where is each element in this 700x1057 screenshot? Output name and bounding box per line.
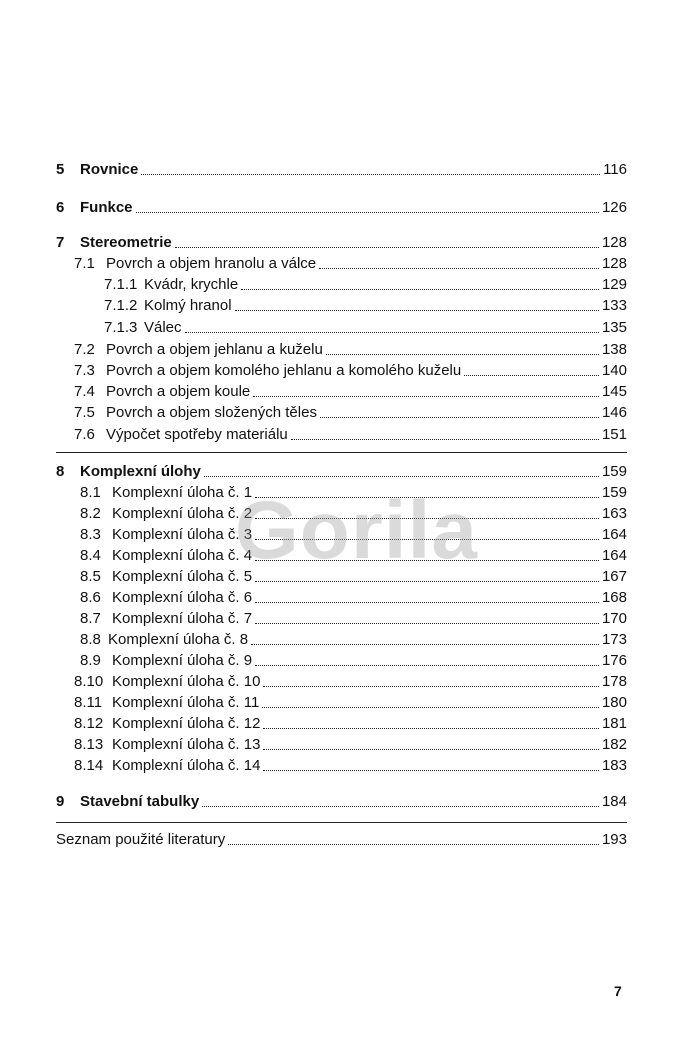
toc-page: 159 <box>601 484 627 501</box>
toc-title: Povrch a objem hranolu a válce <box>106 255 317 272</box>
dot-leader <box>251 643 599 645</box>
toc-section-7-5[interactable] <box>74 403 627 423</box>
page-number: 7 <box>614 983 622 999</box>
dot-leader <box>235 309 599 311</box>
toc-title: Komplexní úloha č. 1 <box>112 484 253 501</box>
toc-subsection-7-1-3[interactable] <box>104 318 627 338</box>
toc-title: Komplexní úloha č. 10 <box>112 673 261 690</box>
toc-title: Komplexní úloha č. 6 <box>112 589 253 606</box>
toc-number: 8.2 <box>80 505 101 522</box>
toc-title: Stereometrie <box>80 234 172 251</box>
toc-title: Povrch a objem komolého jehlanu a komolého kuželu <box>106 362 462 379</box>
toc-page: 159 <box>601 463 627 480</box>
dot-leader <box>263 727 599 729</box>
toc-page: 135 <box>601 319 627 336</box>
toc-page: 138 <box>601 341 627 358</box>
toc-title: Komplexní úloha č. 9 <box>112 652 253 669</box>
dot-leader <box>185 331 599 333</box>
toc-chapter-8[interactable] <box>56 462 627 482</box>
dot-leader <box>263 748 599 750</box>
toc-number: 8.3 <box>80 526 101 543</box>
toc-number: 8.5 <box>80 568 101 585</box>
dot-leader <box>326 353 599 355</box>
toc-section-8-11[interactable] <box>74 693 627 713</box>
toc-page: 173 <box>601 631 627 648</box>
toc-page: 116 <box>603 161 627 178</box>
toc-number: 8 <box>56 463 65 480</box>
toc-section-8-12[interactable] <box>74 714 627 734</box>
toc-page: 178 <box>601 673 627 690</box>
toc-number: 8.4 <box>80 547 101 564</box>
dot-leader <box>255 601 599 603</box>
toc-section-7-2[interactable] <box>74 340 627 360</box>
toc-page: 167 <box>601 568 627 585</box>
toc-number: 8.10 <box>74 673 104 690</box>
toc-title: Komplexní úloha č. 4 <box>112 547 253 564</box>
toc-section-8-6[interactable] <box>80 588 627 608</box>
toc-page: 133 <box>601 297 627 314</box>
toc-section-7-4[interactable] <box>74 382 627 402</box>
toc-number: 8.11 <box>74 694 103 711</box>
toc-title: Rovnice <box>80 161 139 178</box>
toc-number: 7.5 <box>74 404 95 421</box>
toc-page: 183 <box>601 757 627 774</box>
toc-page: 170 <box>601 610 627 627</box>
toc-number: 8.9 <box>80 652 101 669</box>
dot-leader <box>320 416 599 418</box>
toc-page: 140 <box>601 362 627 379</box>
toc-page: 129 <box>601 276 627 293</box>
toc-title: Komplexní úloha č. 12 <box>112 715 261 732</box>
toc-page: 128 <box>601 255 627 272</box>
toc-number: 7.4 <box>74 383 95 400</box>
toc-title: Kolmý hranol <box>144 297 232 314</box>
toc-number: 6 <box>56 199 65 216</box>
toc-title: Komplexní úloha č. 11 <box>112 694 260 711</box>
section-divider <box>56 822 627 823</box>
toc-page: 163 <box>601 505 627 522</box>
toc-number: 7.2 <box>74 341 95 358</box>
toc-number: 8.6 <box>80 589 101 606</box>
toc-page: 164 <box>601 526 627 543</box>
toc-section-7-6[interactable] <box>74 425 627 445</box>
toc-page: 193 <box>601 831 627 848</box>
toc-page: 126 <box>601 199 627 216</box>
toc-number: 7.1.3 <box>104 319 138 336</box>
toc-title: Kvádr, krychle <box>144 276 239 293</box>
toc-title: Povrch a objem koule <box>106 383 251 400</box>
toc-section-8-13[interactable] <box>74 735 627 755</box>
toc-title: Komplexní úloha č. 2 <box>112 505 253 522</box>
toc-title: Seznam použité literatury <box>56 831 226 848</box>
toc-bibliography[interactable] <box>56 830 627 850</box>
toc-number: 7 <box>56 234 65 251</box>
toc-section-8-9[interactable] <box>80 651 627 671</box>
toc-title: Komplexní úloha č. 13 <box>112 736 261 753</box>
dot-leader <box>291 438 599 440</box>
toc-number: 8.13 <box>74 736 104 753</box>
toc-chapter-9[interactable] <box>56 792 627 812</box>
dot-leader <box>202 805 599 807</box>
toc-title: Komplexní úloha č. 3 <box>112 526 253 543</box>
toc-page: 128 <box>601 234 627 251</box>
toc-section-8-8[interactable] <box>80 630 627 650</box>
toc-number: 8.7 <box>80 610 101 627</box>
toc-chapter-7[interactable] <box>56 233 627 253</box>
dot-leader <box>263 769 599 771</box>
toc-title: Povrch a objem složených těles <box>106 404 317 421</box>
toc-title: Válec <box>144 319 182 336</box>
toc-subsection-7-1-1[interactable] <box>104 275 627 295</box>
toc-number: 8.12 <box>74 715 104 732</box>
dot-leader <box>255 622 599 624</box>
toc-number: 7.3 <box>74 362 95 379</box>
dot-leader <box>228 843 599 845</box>
toc-number: 9 <box>56 793 65 810</box>
toc-title: Komplexní úloha č. 5 <box>112 568 253 585</box>
dot-leader <box>263 685 599 687</box>
toc-page: 180 <box>601 694 627 711</box>
toc-number: 8.1 <box>80 484 101 501</box>
toc-number: 8.14 <box>74 757 104 774</box>
toc-title: Komplexní úloha č. 7 <box>112 610 253 627</box>
toc-page: 145 <box>601 383 627 400</box>
toc-section-8-14[interactable] <box>74 756 627 776</box>
dot-leader <box>136 211 599 213</box>
toc-title: Komplexní úlohy <box>80 463 201 480</box>
dot-leader <box>141 173 600 175</box>
dot-leader <box>204 475 599 477</box>
toc-page: 176 <box>601 652 627 669</box>
toc-page: 151 <box>601 426 627 443</box>
toc-title: Komplexní úloha č. 14 <box>112 757 261 774</box>
dot-leader <box>255 664 599 666</box>
toc-title: Komplexní úloha č. 8 <box>108 631 249 648</box>
toc-page: 146 <box>601 404 627 421</box>
toc-section-8-10[interactable] <box>74 672 627 692</box>
toc-number: 7.1 <box>74 255 95 272</box>
toc-section-7-1[interactable] <box>74 254 627 274</box>
dot-leader <box>255 580 599 582</box>
toc-number: 7.1.1 <box>104 276 138 293</box>
toc-page: 164 <box>601 547 627 564</box>
toc-page: 168 <box>601 589 627 606</box>
section-divider <box>56 452 627 453</box>
toc-section-8-7[interactable] <box>80 609 627 629</box>
toc-title: Stavební tabulky <box>80 793 200 810</box>
toc-number: 8.8 <box>80 631 101 648</box>
toc-number: 5 <box>56 161 65 178</box>
toc-title: Výpočet spotřeby materiálu <box>106 426 288 443</box>
toc-chapter-5[interactable] <box>56 160 627 180</box>
toc-title: Povrch a objem jehlanu a kuželu <box>106 341 323 358</box>
toc-page: 184 <box>601 793 627 810</box>
toc-number: 7.1.2 <box>104 297 138 314</box>
dot-leader <box>319 267 599 269</box>
dot-leader <box>175 246 599 248</box>
toc-page: 182 <box>601 736 627 753</box>
watermark: Gorila <box>235 485 478 576</box>
toc-number: 7.6 <box>74 426 95 443</box>
toc-chapter-6[interactable] <box>56 198 627 218</box>
dot-leader <box>253 395 599 397</box>
toc-title: Funkce <box>80 199 133 216</box>
toc-page: 181 <box>601 715 627 732</box>
toc-section-7-3[interactable] <box>74 361 627 381</box>
dot-leader <box>241 288 599 290</box>
toc-subsection-7-1-2[interactable] <box>104 296 627 316</box>
dot-leader <box>464 374 599 376</box>
dot-leader <box>262 706 599 708</box>
